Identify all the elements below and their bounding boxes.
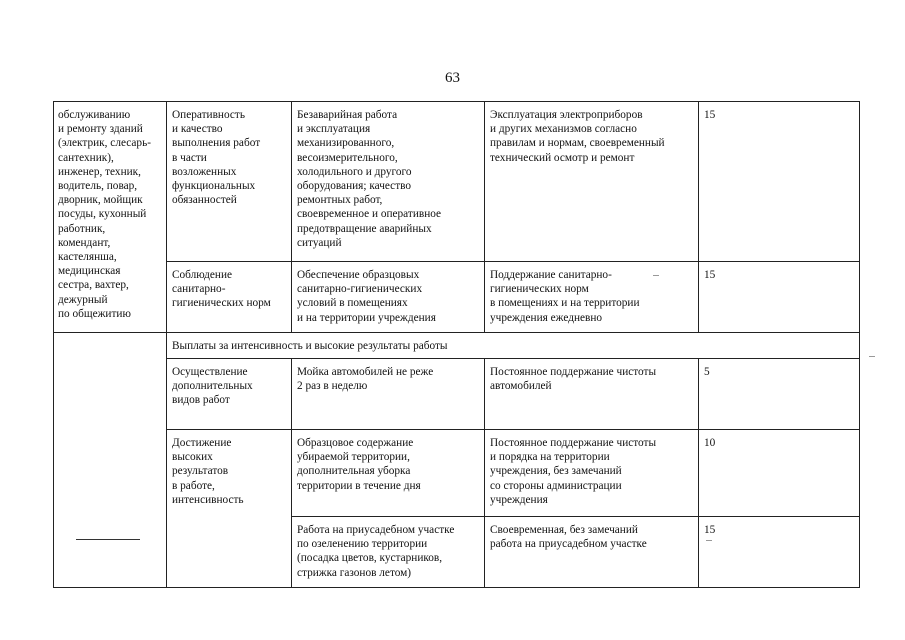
section-row [54, 333, 860, 359]
indicator-cell: Эксплуатация электроприборов и других механизмов согласно правилам и нормам, своевременный технический осмотр и ремонт [485, 102, 699, 262]
condition-cell: Безаварийная работа и эксплуатация механизированного, весоизмерительного, холодильного и другого оборудования; качество ремонтных работ, своевременное и оперативное предотвращение аварийных ситуаций [292, 102, 485, 262]
condition-cell: Мойка автомобилей не реже 2 раз в неделю [292, 359, 485, 430]
dash-mark [76, 539, 140, 540]
criterion-cell: Достижение высоких результатов в работе, интенсивность [167, 430, 292, 588]
table-row [54, 359, 860, 430]
table-row [54, 430, 860, 517]
indicator-cell: Постоянное поддержание чистоты и порядка на территории учреждения, без замечаний со стороны администрации учреждения [485, 430, 699, 517]
indicator-cell: Поддержание санитарно- гигиенических норм в помещениях и на территории учреждения ежедневно [485, 262, 699, 333]
percent-cell: 10 [699, 430, 860, 517]
condition-cell: Образцовое содержание убираемой территории, дополнительная уборка территории в течение дня [292, 430, 485, 517]
condition-cell: Обеспечение образцовых санитарно-гигиенических условий в помещениях и на территории учреждения [292, 262, 485, 333]
position-cell-continued [54, 333, 167, 588]
table-row [54, 102, 860, 262]
scan-tick-mark [706, 540, 712, 541]
condition-cell: Работа на приусадебном участке по озеленению территории (посадка цветов, кустарников, стрижка газонов летом) [292, 517, 485, 588]
percent-cell: 5 [699, 359, 860, 430]
percent-cell: 15 [699, 517, 860, 588]
indicator-cell: Своевременная, без замечаний работа на приусадебном участке [485, 517, 699, 588]
indicator-cell: Постоянное поддержание чистоты автомобилей [485, 359, 699, 430]
percent-cell: 15 [699, 262, 860, 333]
percent-cell: 15 [699, 102, 860, 262]
table-row [54, 262, 860, 333]
scan-tick-mark [869, 356, 875, 357]
criteria-table [53, 101, 860, 588]
page-number: 63 [445, 70, 460, 86]
criterion-cell: Осуществление дополнительных видов работ [167, 359, 292, 430]
criterion-cell: Соблюдение санитарно- гигиенических норм [167, 262, 292, 333]
scan-tick-mark [653, 275, 659, 276]
position-cell: обслуживанию и ремонту зданий (электрик, слесарь- сантехник), инженер, техник, водитель, повар, дворник, мойщик посуды, кухонный работник, комендант, кастелянша, медицинская сестра, вахтер, дежурный по общежитию [54, 102, 167, 333]
section-title: Выплаты за интенсивность и высокие результаты работы [167, 333, 860, 359]
criterion-cell: Оперативность и качество выполнения работ в части возложенных функциональных обязанностей [167, 102, 292, 262]
